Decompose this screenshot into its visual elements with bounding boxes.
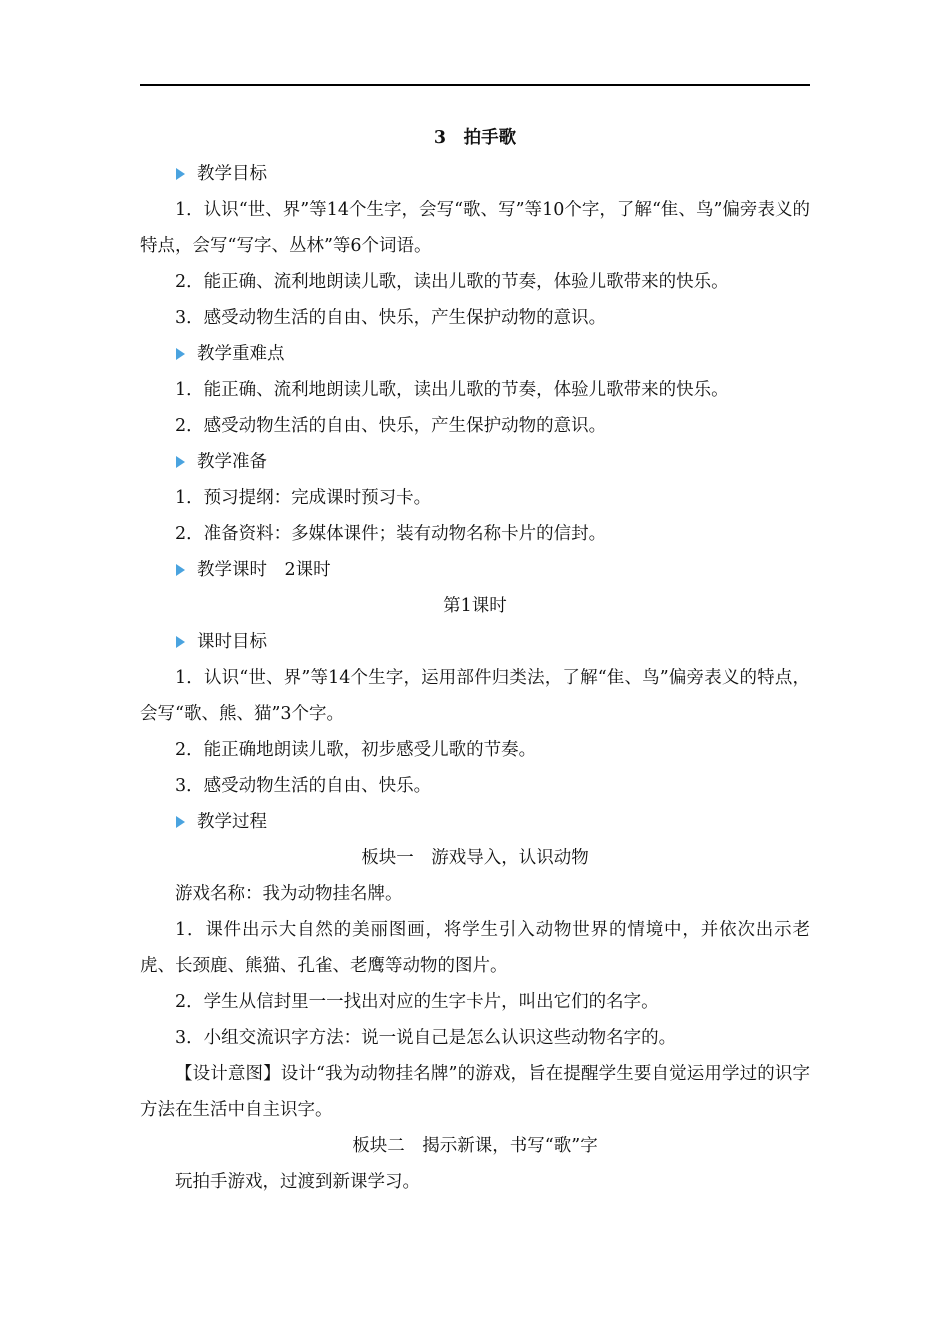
document-body — [140, 120, 810, 1200]
section-heading-goals — [140, 156, 810, 192]
block-text: 玩拍手游戏，过渡到新课学习。 — [175, 1172, 420, 1192]
heading-text: 教学重难点 — [197, 344, 285, 364]
period-goal-item: 3．感受动物生活的自由、快乐。 — [175, 776, 432, 796]
section-heading-prep — [140, 444, 810, 480]
heading-text: 教学课时 2课时 — [197, 560, 331, 580]
triangle-bullet-icon — [176, 816, 185, 828]
section-heading-key — [140, 336, 810, 372]
section-heading-hours — [140, 552, 810, 588]
heading-text: 教学过程 — [197, 812, 267, 832]
triangle-bullet-icon — [176, 348, 185, 360]
block-item: 1．课件出示大自然的美丽图画，将学生引入动物世界的情境中，并依次出示老虎、长颈鹿、熊猫、孔雀、老鹰等动物的图片。 — [140, 920, 810, 976]
heading-text: 课时目标 — [197, 632, 267, 652]
goal-item: 2．能正确、流利地朗读儿歌，读出儿歌的节奏，体验儿歌带来的快乐。 — [175, 272, 729, 292]
period-title: 第1课时 — [443, 596, 507, 616]
block-item: 3．小组交流识字方法：说一说自己是怎么认识这些动物名字的。 — [175, 1028, 677, 1048]
section-heading-period-goals — [140, 624, 810, 660]
triangle-bullet-icon — [176, 168, 185, 180]
key-item: 1．能正确、流利地朗读儿歌，读出儿歌的节奏，体验儿歌带来的快乐。 — [175, 380, 729, 400]
prep-item: 2．准备资料：多媒体课件；装有动物名称卡片的信封。 — [175, 524, 607, 544]
block-item: 2．学生从信封里一一找出对应的生字卡片，叫出它们的名字。 — [175, 992, 659, 1012]
period-goal-item: 2．能正确地朗读儿歌，初步感受儿歌的节奏。 — [175, 740, 537, 760]
goal-item: 3．感受动物生活的自由、快乐，产生保护动物的意识。 — [175, 308, 607, 328]
block-title: 板块二 揭示新课，书写“歌”字 — [352, 1136, 598, 1156]
period-goal-item: 1．认识“世、界”等14个生字，运用部件归类法，了解“隹、鸟”偏旁表义的特点，会写“歌、熊、猫”3个字。 — [140, 668, 810, 724]
header-rule — [140, 84, 810, 86]
triangle-bullet-icon — [176, 456, 185, 468]
prep-item: 1．预习提纲：完成课时预习卡。 — [175, 488, 432, 508]
key-item: 2．感受动物生活的自由、快乐，产生保护动物的意识。 — [175, 416, 607, 436]
triangle-bullet-icon — [176, 636, 185, 648]
block-title: 板块一 游戏导入，认识动物 — [361, 848, 589, 868]
triangle-bullet-icon — [176, 564, 185, 576]
goal-item: 1．认识“世、界”等14个生字，会写“歌、写”等10个字，了解“隹、鸟”偏旁表义的特点，会写“写字、丛林”等6个词语。 — [140, 200, 810, 256]
game-name: 游戏名称：我为动物挂名牌。 — [175, 884, 403, 904]
design-intent: 【设计意图】设计“我为动物挂名牌”的游戏，旨在提醒学生要自觉运用学过的识字方法在生活中自主识字。 — [140, 1064, 810, 1120]
heading-text: 教学目标 — [197, 164, 267, 184]
heading-text: 教学准备 — [197, 452, 267, 472]
section-heading-process — [140, 804, 810, 840]
lesson-title: 3 拍手歌 — [433, 128, 517, 148]
